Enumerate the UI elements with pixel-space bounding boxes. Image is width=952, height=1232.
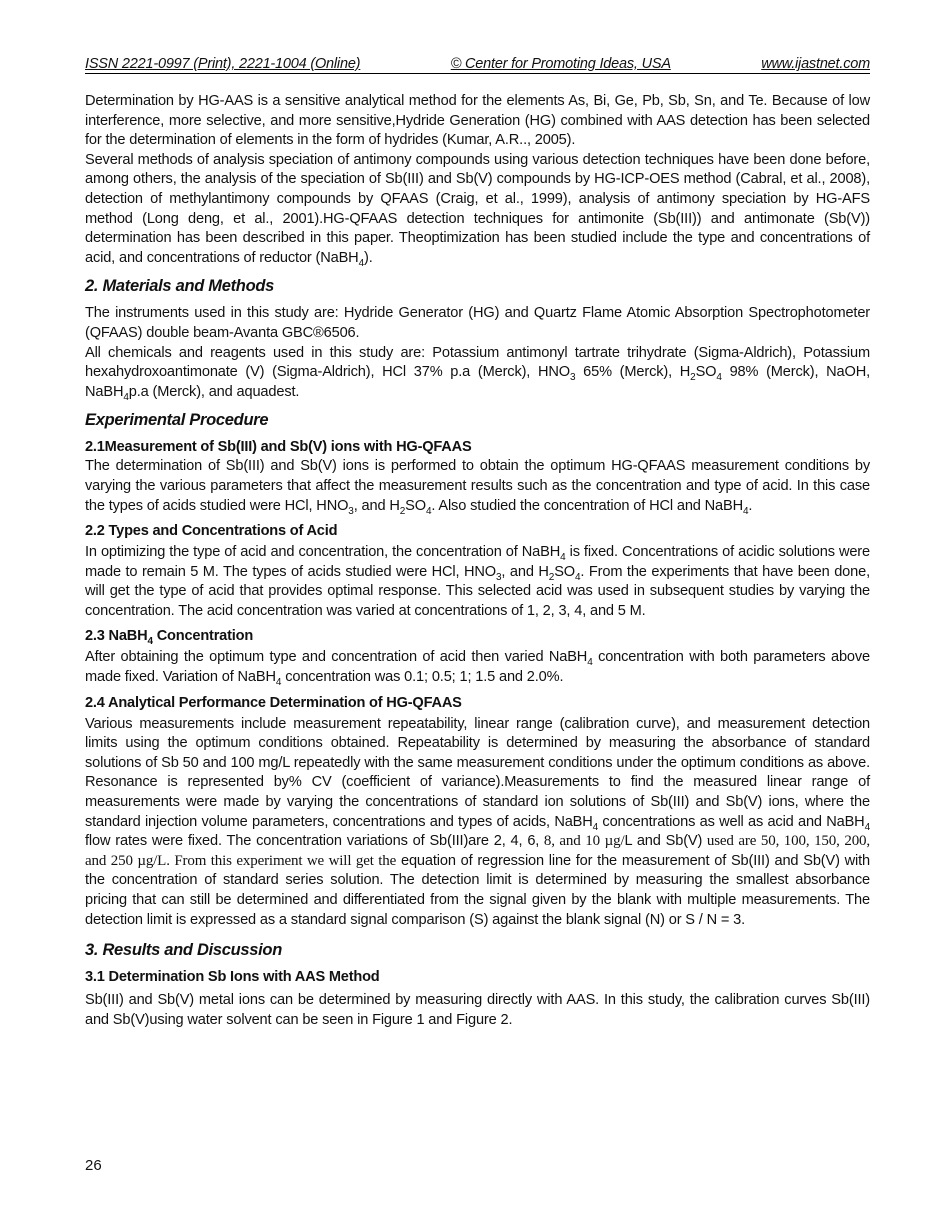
header-url[interactable]: www.ijastnet.com — [761, 56, 870, 72]
intro-paragraph-2: Several methods of analysis speciation of antimony compounds using various detection techniques have been done before, among others, the analysis of the speciation of Sb(III) and Sb(V) compounds by HG-ICP-OES method (Cabral, et al., 2008), detection of methylantimony compounds by QFAAS (Craig, et al., 1999), analysis of antimony speciation by HG-AFS method (Long deng, et al., 2001).HG-QFAAS detection techniques for antimonite (Sb(III)) and antimonate (Sb(V)) determination has been described in this paper. Theoptimization has been studied include the type and concentrations of acid, and concentrations of reductor (NaBH$_4$). — [85, 151, 870, 269]
page-number: 26 — [85, 1157, 102, 1174]
subsection-2-1-text: The determination of Sb(III) and Sb(V) ions is performed to obtain the optimum HG-QFAAS measurement conditions by varying the various parameters that affect the measurement results such as the concentration and type of acid. In this case the types of acids studied were HCl, $HNO_3$, and $H_2SO_4$. Also studied the concentration of HCl and NaBH$_4$. — [85, 458, 870, 517]
subsection-2-3-text: After obtaining the optimum type and concentration of acid then varied NaBH$_4$ concentration with both parameters above made fixed. Variation of NaBH$_4$ concentration was 0.1; 0.5; 1; 1.5 and 2.0%. — [85, 649, 871, 688]
subsection-heading-2-4: 2.4 Analytical Performance Determination of HG-QFAAS — [85, 694, 462, 711]
subsection-2-4-text: Various measurements include measurement repeatability, linear range (calibration curve), and measurement detection limits using the optimum conditions obtained. Repeatability is determined by measuring the absorbance of standard solutions of Sb 50 and 100 mg/L repeatedly with the same measurement conditions under the optimum conditions as above. Resonance is represented by% CV (coefficient of variance).Measurements to find the measured linear range of measurements were made by varying the concentrations of standard ion solutions of Sb(III) and Sb(V) ions, where the standard injection volume parameters, concentrations and types of acids, NaBH$_4$ concentrations as well as acid and NaBH$_4$ flow rates were fixed. The concentration variations of Sb(III)are 2, 4, 6, 8, and 10 µg/L and Sb(V) used are 50, 100, 150, 200, and 250 µg/L. From this experiment we will get the equation of regression line for the measurement of Sb(III) and Sb(V) with the concentration of standard series solution. The detection limit is determined by measuring the smallest absorbance pricing that can still be determined and differentiated from the signal given by the blank with multiple measurements. The detection limit is expressed as a standard signal comparison (S) against the blank signal (N) or S / N = 3. — [85, 715, 871, 928]
subsection-heading-2-2: 2.2 Types and Concentrations of Acid — [85, 523, 338, 540]
section-heading-results: 3. Results and Discussion — [85, 941, 282, 960]
section-heading-materials: 2. Materials and Methods — [85, 277, 275, 296]
running-header — [85, 56, 870, 74]
subsection-2-2-text: In optimizing the type of acid and concentration, the concentration of NaBH$_4$ is fixed. Concentrations of acidic solutions were made to remain 5 M. The types of acids studied were HCl, $HNO_3$, and $H_2SO_4$. From the experiments that have been done, will get the type of acid that provides optimal response. This selected acid was used in subsequent studies by varying the concentration. The acid concentration was varied at concentrations of 1, 2, 3, 4, and 5 M. — [85, 544, 870, 619]
subsection-heading-2-1: 2.1Measurement of Sb(III) and Sb(V) ions with HG-QFAAS — [85, 439, 472, 456]
subsection-3-1-text: Sb(III) and Sb(V) metal ions can be determined by measuring directly with AAS. In this study, the calibration curves Sb(III) and Sb(V)using water solvent can be seen in Figure 1 and Figure 2. — [85, 992, 870, 1028]
header-center: © Center for Promoting Ideas, USA — [450, 56, 671, 72]
header-issn: ISSN 2221-0997 (Print), 2221-1004 (Online) — [85, 56, 361, 72]
intro-paragraph-1: Determination by HG-AAS is a sensitive analytical method for the elements As, Bi, Ge, Pb, Sb, Sn, and Te. Because of low interference, more selective, and more sensitive,Hydride Generation (HG) combined with AAS detection has been selected for the determination of elements in the form of hydrides (Kumar, A.R.., 2005). — [85, 93, 870, 149]
section-heading-experimental: Experimental Procedure — [85, 411, 269, 430]
page-body — [85, 56, 870, 1030]
subsection-heading-3-1: 3.1 Determination Sb Ions with AAS Method — [85, 969, 380, 986]
subsection-heading-2-3: 2.3 NaBH$_4$ Concentration — [85, 628, 254, 648]
materials-paragraph-2: All chemicals and reagents used in this study are: Potassium antimonyl tartrate trihydrate (Sigma-Aldrich), Potassium hexahydroxoantimonate (V) (Sigma-Aldrich), HCl 37% p.a (Merck), $HNO_3$ 65% (Merck), $H_2SO_4$ 98% (Merck), NaOH, NaBH$_4$p.a (Merck), and aquadest. — [85, 344, 871, 403]
materials-paragraph-1: The instruments used in this study are: Hydride Generator (HG) and Quartz Flame Atomic Absorption Spectrophotometer (QFAAS) double beam-Avanta GBC®6506. — [85, 305, 870, 341]
